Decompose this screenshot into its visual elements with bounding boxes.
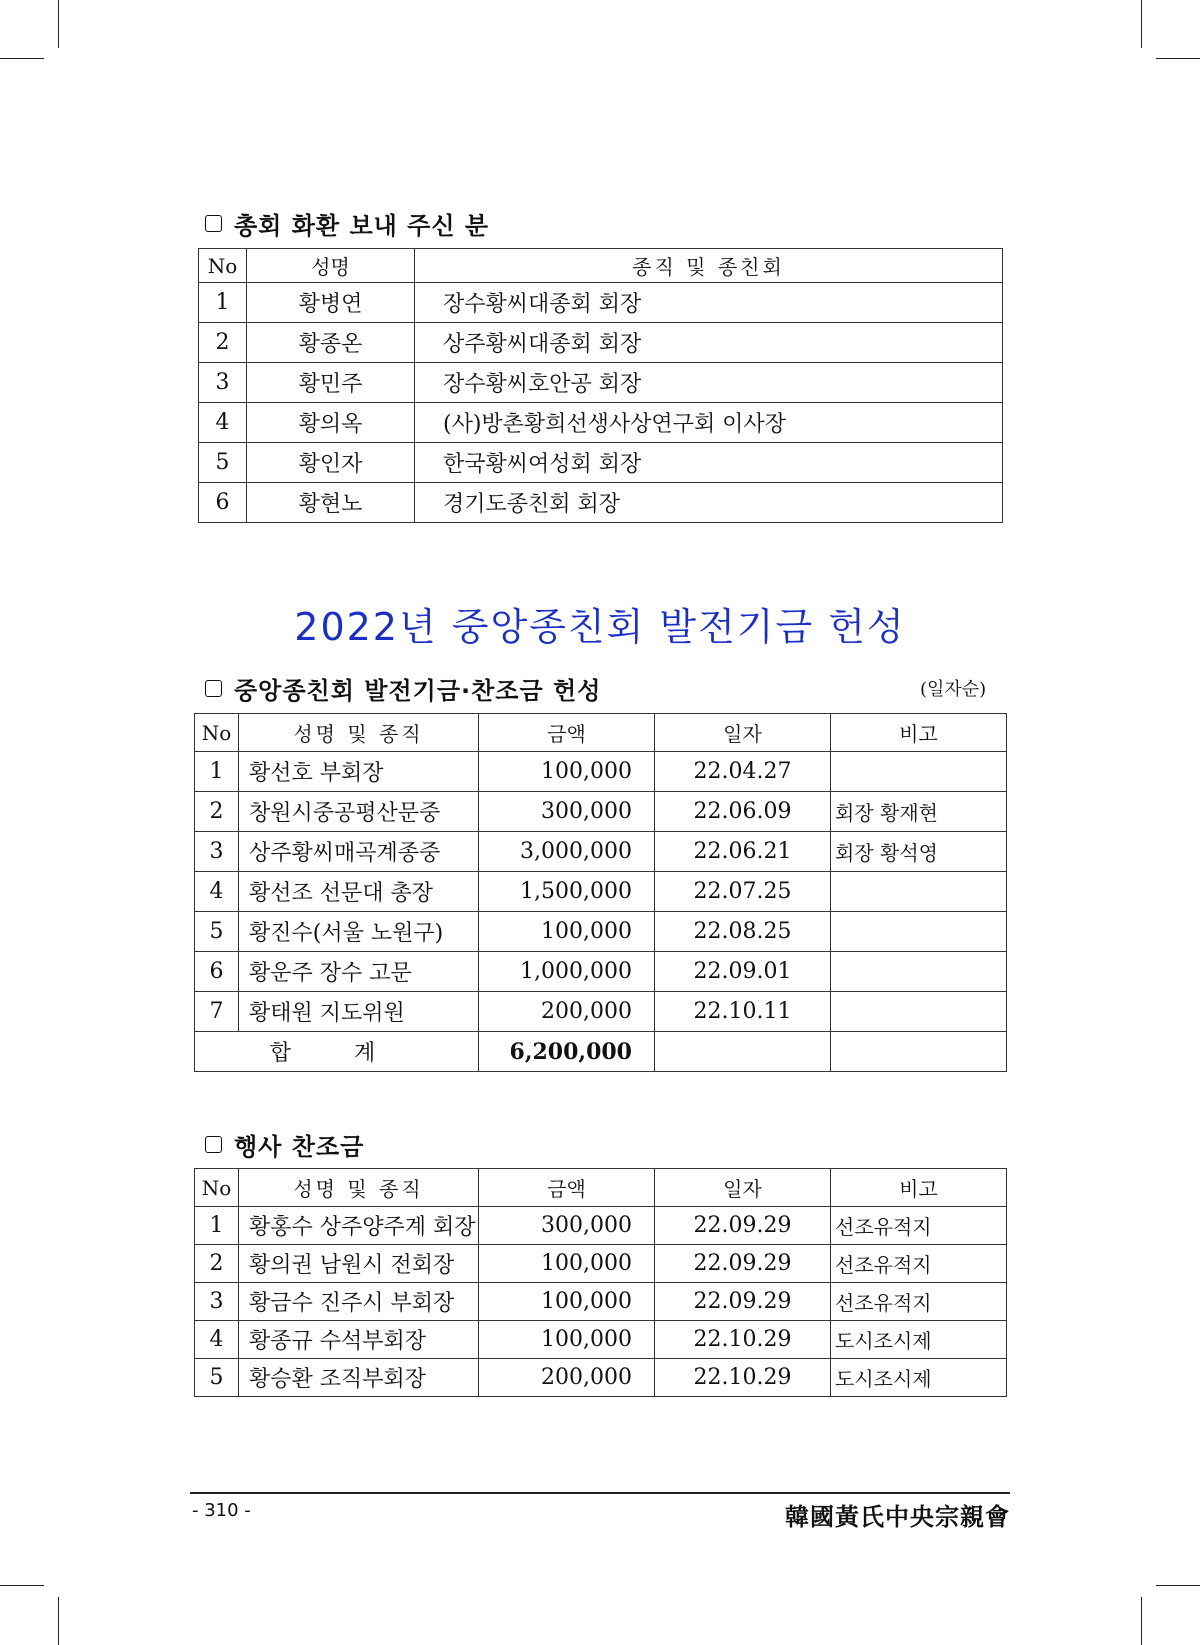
table-row: [199, 363, 1003, 403]
table-header-row: [195, 714, 1007, 752]
col-header-date: 일자: [655, 1169, 831, 1207]
crop-mark: [1141, 1597, 1142, 1645]
col-header-title: 종직 및 종친회: [415, 249, 1003, 283]
table-header-row: [195, 1169, 1007, 1207]
row-title: 경기도종친회 회장: [415, 483, 1003, 523]
total-date-empty: [655, 1032, 831, 1072]
row-date: 22.10.29: [655, 1359, 831, 1397]
organization-name: 韓國黃氏中央宗親會: [785, 1502, 1010, 1531]
row-amount: 100,000: [479, 1321, 655, 1359]
checkbox-square-icon: [205, 680, 222, 697]
row-amount: 100,000: [479, 1283, 655, 1321]
checkbox-square-icon: [205, 215, 222, 232]
row-name: 황선조 선문대 총장: [239, 872, 479, 912]
row-amount: 3,000,000: [479, 832, 655, 872]
col-header-no: No: [195, 714, 239, 752]
row-remark: [831, 992, 1007, 1032]
footer-divider: [190, 1492, 1010, 1494]
crop-mark: [1156, 58, 1200, 59]
row-remark: 도시조시제: [831, 1359, 1007, 1397]
row-date: 22.10.29: [655, 1321, 831, 1359]
row-name: 황홍수 상주양주계 회장: [239, 1207, 479, 1245]
page-number: - 310 -: [192, 1500, 251, 1521]
row-remark: [831, 872, 1007, 912]
row-no: 4: [199, 403, 247, 443]
development-fund-table: [194, 713, 1007, 1072]
row-no: 2: [195, 1245, 239, 1283]
row-no: 3: [199, 363, 247, 403]
row-no: 5: [195, 1359, 239, 1397]
row-name: 상주황씨매곡계종중: [239, 832, 479, 872]
row-no: 7: [195, 992, 239, 1032]
table-row: [195, 872, 1007, 912]
crop-mark: [58, 0, 59, 48]
total-row: [195, 1032, 1007, 1072]
row-no: 4: [195, 872, 239, 912]
row-remark: 선조유적지: [831, 1245, 1007, 1283]
row-amount: 200,000: [479, 992, 655, 1032]
row-name: 황현노: [247, 483, 415, 523]
row-no: 3: [195, 1283, 239, 1321]
row-name: 황선호 부회장: [239, 752, 479, 792]
col-header-remark: 비고: [831, 714, 1007, 752]
row-no: 1: [195, 1207, 239, 1245]
row-remark: [831, 952, 1007, 992]
row-date: 22.09.29: [655, 1207, 831, 1245]
row-name: 황운주 장수 고문: [239, 952, 479, 992]
total-amount: 6,200,000: [479, 1032, 655, 1072]
table-row: [195, 1283, 1007, 1321]
event-sponsorship-table: [194, 1168, 1007, 1397]
row-amount: 1,500,000: [479, 872, 655, 912]
section1-title: 총회 화환 보내 주신 분: [234, 212, 490, 240]
table-row: [199, 323, 1003, 363]
row-date: 22.09.01: [655, 952, 831, 992]
table-row: [195, 1245, 1007, 1283]
col-header-name: 성명: [247, 249, 415, 283]
table-row: [195, 1321, 1007, 1359]
table-row: [199, 483, 1003, 523]
table-row: [195, 992, 1007, 1032]
row-remark: 선조유적지: [831, 1207, 1007, 1245]
table-row: [195, 912, 1007, 952]
row-no: 4: [195, 1321, 239, 1359]
table-row: [199, 403, 1003, 443]
row-amount: 1,000,000: [479, 952, 655, 992]
row-name: 황종온: [247, 323, 415, 363]
row-remark: [831, 912, 1007, 952]
table-row: [199, 443, 1003, 483]
row-date: 22.06.09: [655, 792, 831, 832]
row-date: 22.06.21: [655, 832, 831, 872]
col-header-remark: 비고: [831, 1169, 1007, 1207]
row-date: 22.07.25: [655, 872, 831, 912]
sort-order-note: (일자순): [920, 679, 987, 700]
row-date: 22.10.11: [655, 992, 831, 1032]
row-no: 1: [199, 283, 247, 323]
row-remark: 선조유적지: [831, 1283, 1007, 1321]
row-no: 5: [199, 443, 247, 483]
row-date: 22.08.25: [655, 912, 831, 952]
section3-title: 행사 찬조금: [234, 1133, 365, 1161]
col-header-name: 성명 및 종직: [239, 1169, 479, 1207]
table-row: [195, 792, 1007, 832]
table-row: [195, 1359, 1007, 1397]
row-date: 22.04.27: [655, 752, 831, 792]
page-title: 2022년 중앙종친회 발전기금 헌성: [294, 605, 906, 649]
row-date: 22.09.29: [655, 1245, 831, 1283]
crop-mark: [1156, 1585, 1200, 1586]
table-row: [195, 1207, 1007, 1245]
row-title: (사)방촌황희선생사상연구회 이사장: [415, 403, 1003, 443]
row-amount: 100,000: [479, 1245, 655, 1283]
col-header-name: 성명 및 종직: [239, 714, 479, 752]
section1-heading: [205, 206, 489, 241]
row-date: 22.09.29: [655, 1283, 831, 1321]
table-row: [195, 832, 1007, 872]
row-name: 황의권 남원시 전회장: [239, 1245, 479, 1283]
row-name: 황종규 수석부회장: [239, 1321, 479, 1359]
row-remark: 회장 황재현: [831, 792, 1007, 832]
table-row: [195, 952, 1007, 992]
crop-mark: [1141, 0, 1142, 48]
row-remark: [831, 752, 1007, 792]
col-header-no: No: [195, 1169, 239, 1207]
col-header-no: No: [199, 249, 247, 283]
row-title: 장수황씨호안공 회장: [415, 363, 1003, 403]
total-label: 합 계: [195, 1032, 479, 1072]
row-name: 황민주: [247, 363, 415, 403]
row-remark: 회장 황석영: [831, 832, 1007, 872]
row-name: 황승환 조직부회장: [239, 1359, 479, 1397]
col-header-date: 일자: [655, 714, 831, 752]
row-name: 황의옥: [247, 403, 415, 443]
row-title: 상주황씨대종회 회장: [415, 323, 1003, 363]
row-no: 3: [195, 832, 239, 872]
flower-senders-table: [198, 248, 1003, 523]
crop-mark: [0, 1585, 44, 1586]
crop-mark: [58, 1597, 59, 1645]
row-no: 6: [199, 483, 247, 523]
row-name: 황병연: [247, 283, 415, 323]
table-row: [199, 283, 1003, 323]
row-no: 6: [195, 952, 239, 992]
section2-heading: [205, 671, 601, 706]
col-header-amount: 금액: [479, 1169, 655, 1207]
row-amount: 200,000: [479, 1359, 655, 1397]
row-remark: 도시조시제: [831, 1321, 1007, 1359]
row-amount: 100,000: [479, 912, 655, 952]
row-name: 황진수(서울 노원구): [239, 912, 479, 952]
section3-heading: [205, 1127, 364, 1162]
row-name: 황금수 진주시 부회장: [239, 1283, 479, 1321]
row-title: 한국황씨여성회 회장: [415, 443, 1003, 483]
row-amount: 300,000: [479, 1207, 655, 1245]
row-amount: 100,000: [479, 752, 655, 792]
crop-mark: [0, 58, 44, 59]
table-row: [195, 752, 1007, 792]
row-no: 1: [195, 752, 239, 792]
row-title: 장수황씨대종회 회장: [415, 283, 1003, 323]
row-no: 2: [195, 792, 239, 832]
row-no: 2: [199, 323, 247, 363]
row-name: 창원시중공평산문중: [239, 792, 479, 832]
total-remark-empty: [831, 1032, 1007, 1072]
row-amount: 300,000: [479, 792, 655, 832]
row-name: 황인자: [247, 443, 415, 483]
row-name: 황태원 지도위원: [239, 992, 479, 1032]
section2-title: 중앙종친회 발전기금·찬조금 헌성: [234, 677, 602, 705]
table-header-row: [199, 249, 1003, 283]
row-no: 5: [195, 912, 239, 952]
checkbox-square-icon: [205, 1136, 222, 1153]
col-header-amount: 금액: [479, 714, 655, 752]
